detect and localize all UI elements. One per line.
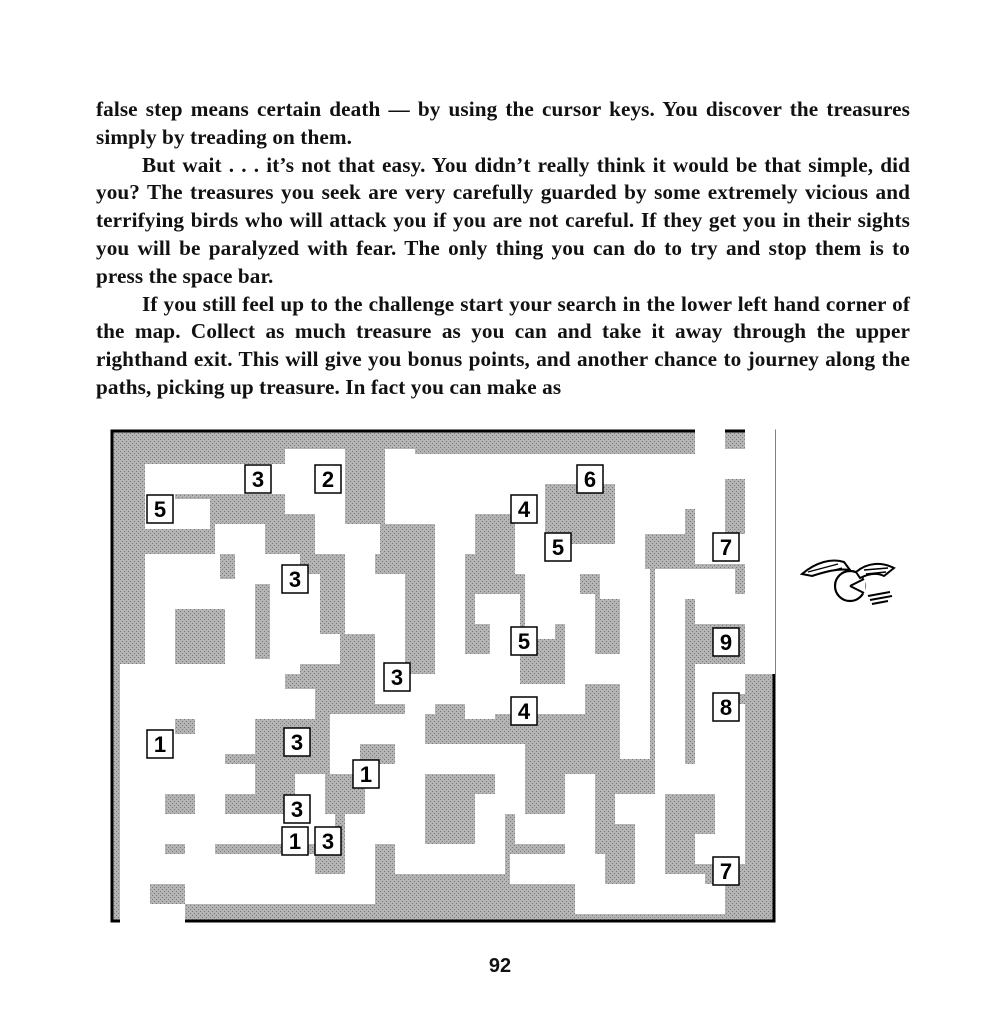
page-number: 92	[488, 955, 512, 977]
maze-path-segment	[695, 594, 745, 624]
treasure-marker	[282, 565, 308, 593]
treasure-value: 3	[290, 797, 304, 822]
treasure-marker	[147, 730, 173, 758]
treasure-marker	[577, 465, 603, 493]
treasure-value: 1	[288, 829, 302, 854]
treasure-marker	[511, 495, 537, 523]
maze-path-segment	[225, 689, 255, 754]
maze-path-segment	[635, 504, 685, 534]
treasure-marker	[511, 697, 537, 725]
maze-path-segment	[325, 524, 375, 554]
treasure-marker	[713, 628, 739, 656]
bird-icon	[798, 552, 898, 612]
treasure-value: 8	[719, 695, 733, 720]
treasure-value: 5	[153, 497, 167, 522]
maze-path-segment	[525, 564, 580, 594]
treasure-value: 7	[719, 859, 733, 884]
body-text	[96, 96, 910, 402]
treasure-value: 2	[321, 467, 335, 492]
treasure-value: 4	[517, 699, 531, 724]
treasure-value: 3	[321, 829, 335, 854]
treasure-value: 1	[359, 762, 373, 787]
maze-map	[110, 429, 776, 923]
maze-path-segment	[475, 794, 505, 854]
treasure-value: 6	[583, 467, 597, 492]
treasure-marker	[284, 795, 310, 823]
treasure-value: 7	[719, 535, 733, 560]
treasure-marker	[284, 728, 310, 756]
treasure-value: 9	[719, 630, 733, 655]
treasure-marker	[713, 693, 739, 721]
treasure-value: 5	[551, 535, 565, 560]
treasure-marker	[353, 760, 379, 788]
treasure-value: 3	[251, 467, 265, 492]
maze-path-segment	[745, 429, 775, 674]
paragraph-2: But wait . . . it’s not that easy. You didn’t really think it would be that simple, did you? The treasures you seek are very carefully guarded by some extremely vicious and terrifying birds who will attack you if you are not careful. If they get you in their sights you will be paralyzed with fear. The only thing you can do to try and stop them is to press the space bar.	[96, 152, 910, 288]
maze-path-segment	[600, 569, 650, 599]
treasure-marker	[511, 627, 537, 655]
treasure-value: 3	[288, 567, 302, 592]
maze-path-segment	[290, 634, 340, 664]
treasure-marker	[713, 857, 739, 885]
treasure-value: 3	[390, 665, 404, 690]
maze-path-segment	[655, 569, 685, 794]
treasure-marker	[282, 827, 308, 855]
treasure-marker	[315, 465, 341, 493]
treasure-marker	[545, 533, 571, 561]
treasure-value: 4	[517, 497, 531, 522]
treasure-marker	[315, 827, 341, 855]
paragraph-1: false step means certain death — by using the cursor keys. You discover the treasures simply by treading on them.	[96, 97, 910, 149]
treasure-marker	[245, 465, 271, 493]
maze-path-segment	[120, 904, 185, 923]
maze-path-segment	[635, 874, 705, 904]
paragraph-3: If you still feel up to the challenge start your search in the lower left hand corner of the map. Collect as much treasure as you can and take it away through the upper righthand exit. This will give you bonus points, and another chance to journey along the paths, picking up treasure. In fact you can make as	[96, 291, 910, 399]
treasure-marker	[713, 533, 739, 561]
treasure-value: 5	[517, 629, 531, 654]
treasure-value: 1	[153, 732, 167, 757]
treasure-value: 3	[290, 730, 304, 755]
maze-path-segment	[120, 664, 150, 923]
maze-path-segment	[565, 774, 595, 854]
treasure-marker	[147, 495, 173, 523]
treasure-marker	[384, 663, 410, 691]
